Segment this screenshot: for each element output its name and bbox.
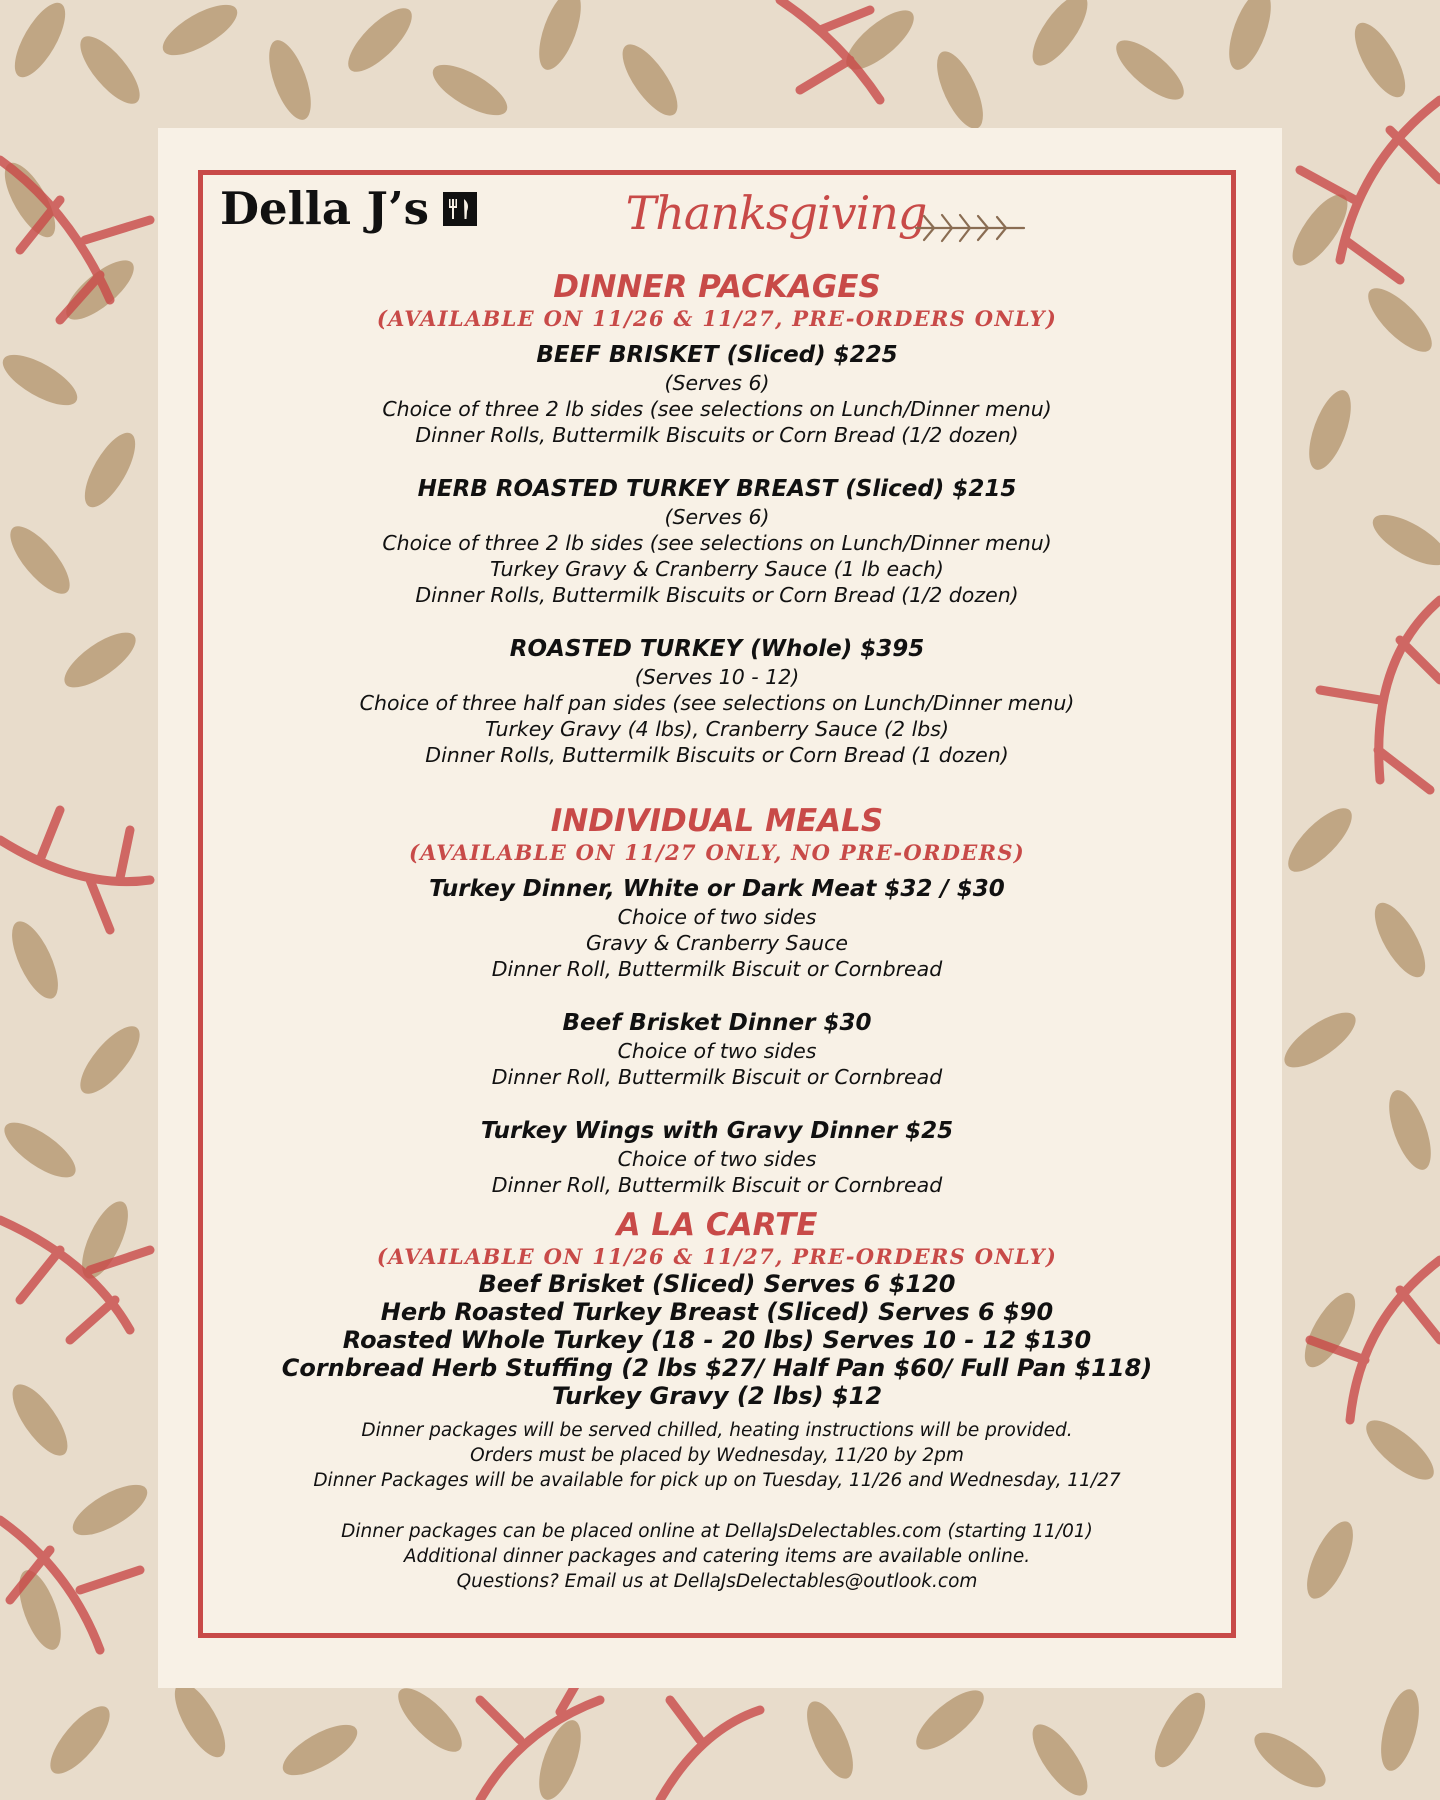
package-line: Choice of three 2 lb sides (see selections on Lunch/Dinner menu) — [382, 531, 1052, 555]
individual-meals-subtitle: (AVAILABLE ON 11/27 ONLY, NO PRE-ORDERS) — [408, 840, 1026, 865]
note-line: Dinner Packages will be available for pick up on Tuesday, 11/26 and Wednesday, 11/27 — [313, 1470, 1121, 1491]
note-line: Dinner packages will be served chilled, heating instructions will be provided. — [361, 1420, 1073, 1441]
brand-name: Della J’s — [220, 182, 429, 235]
wheat-sprig-icon — [914, 206, 1029, 246]
meal-line: Choice of two sides — [617, 1039, 817, 1063]
dinner-packages-title: DINNER PACKAGES — [553, 269, 881, 305]
package-line: Choice of three 2 lb sides (see selections on Lunch/Dinner menu) — [382, 397, 1052, 421]
package-title: HERB ROASTED TURKEY BREAST (Sliced) $215 — [417, 476, 1017, 502]
a-la-carte-title: A LA CARTE — [616, 1207, 818, 1243]
note-line: Dinner packages can be placed online at DellaJsDelectables.com (starting 11/01) — [341, 1521, 1093, 1542]
carte-line: Herb Roasted Turkey Breast (Sliced) Serves 6 $90 — [380, 1298, 1054, 1326]
meal-item — [198, 1116, 1236, 1198]
meal-line: Choice of two sides — [617, 905, 817, 929]
fork-knife-icon — [443, 192, 477, 226]
meal-item — [198, 1008, 1236, 1090]
package-title: BEEF BRISKET (Sliced) $225 — [536, 342, 898, 368]
a-la-carte-subtitle: (AVAILABLE ON 11/26 & 11/27, PRE-ORDERS ONLY) — [376, 1244, 1058, 1269]
note-line: Additional dinner packages and catering items are available online. — [403, 1546, 1031, 1567]
note-line: Orders must be placed by Wednesday, 11/20 by 2pm — [470, 1445, 964, 1466]
package-line: Dinner Rolls, Buttermilk Biscuits or Corn Bread (1 dozen) — [425, 743, 1009, 767]
meal-line: Choice of two sides — [617, 1147, 817, 1171]
carte-line: Beef Brisket (Sliced) Serves 6 $120 — [478, 1270, 956, 1298]
package-line: Dinner Rolls, Buttermilk Biscuits or Corn Bread (1/2 dozen) — [415, 423, 1019, 447]
carte-line: Roasted Whole Turkey (18 - 20 lbs) Serves 10 - 12 $130 — [342, 1326, 1092, 1354]
meal-line: Dinner Roll, Buttermilk Biscuit or Cornbread — [491, 1173, 943, 1197]
package-line: Turkey Gravy (4 lbs), Cranberry Sauce (2 lbs) — [485, 717, 949, 741]
carte-line: Turkey Gravy (2 lbs) $12 — [551, 1382, 883, 1410]
dinner-packages-subtitle: (AVAILABLE ON 11/26 & 11/27, PRE-ORDERS ONLY) — [376, 306, 1058, 331]
meal-line: Dinner Roll, Buttermilk Biscuit or Cornbread — [491, 957, 943, 981]
package-line: Turkey Gravy & Cranberry Sauce (1 lb each) — [490, 557, 944, 581]
individual-meals-title: INDIVIDUAL MEALS — [550, 803, 884, 839]
carte-line: Cornbread Herb Stuffing (2 lbs $27/ Half Pan $60/ Full Pan $118) — [281, 1354, 1153, 1382]
menu-content — [198, 268, 1236, 1594]
package-item — [198, 474, 1236, 608]
notes-group — [198, 1418, 1236, 1493]
a-la-carte-list — [198, 1270, 1236, 1410]
package-item — [198, 634, 1236, 768]
meal-title: Turkey Wings with Gravy Dinner $25 — [480, 1118, 954, 1144]
meal-line: Gravy & Cranberry Sauce — [585, 931, 849, 955]
package-title: ROASTED TURKEY (Whole) $395 — [509, 636, 925, 662]
meal-item — [198, 874, 1236, 982]
package-line: Dinner Rolls, Buttermilk Biscuits or Corn Bread (1/2 dozen) — [415, 583, 1019, 607]
package-line: Choice of three half pan sides (see selections on Lunch/Dinner menu) — [359, 691, 1075, 715]
package-line: (Serves 6) — [664, 371, 770, 395]
package-line: (Serves 10 - 12) — [634, 665, 800, 689]
package-item — [198, 340, 1236, 448]
package-line: (Serves 6) — [664, 505, 770, 529]
meal-title: Turkey Dinner, White or Dark Meat $32 / $30 — [429, 876, 1005, 902]
meal-line: Dinner Roll, Buttermilk Biscuit or Cornbread — [491, 1065, 943, 1089]
brand-logo — [220, 182, 477, 235]
notes-group — [198, 1519, 1236, 1594]
meal-title: Beef Brisket Dinner $30 — [562, 1010, 872, 1036]
thanksgiving-script-title: Thanksgiving — [625, 186, 927, 240]
note-line: Questions? Email us at DellaJsDelectables@outlook.com — [456, 1571, 978, 1592]
menu-card — [158, 128, 1282, 1688]
